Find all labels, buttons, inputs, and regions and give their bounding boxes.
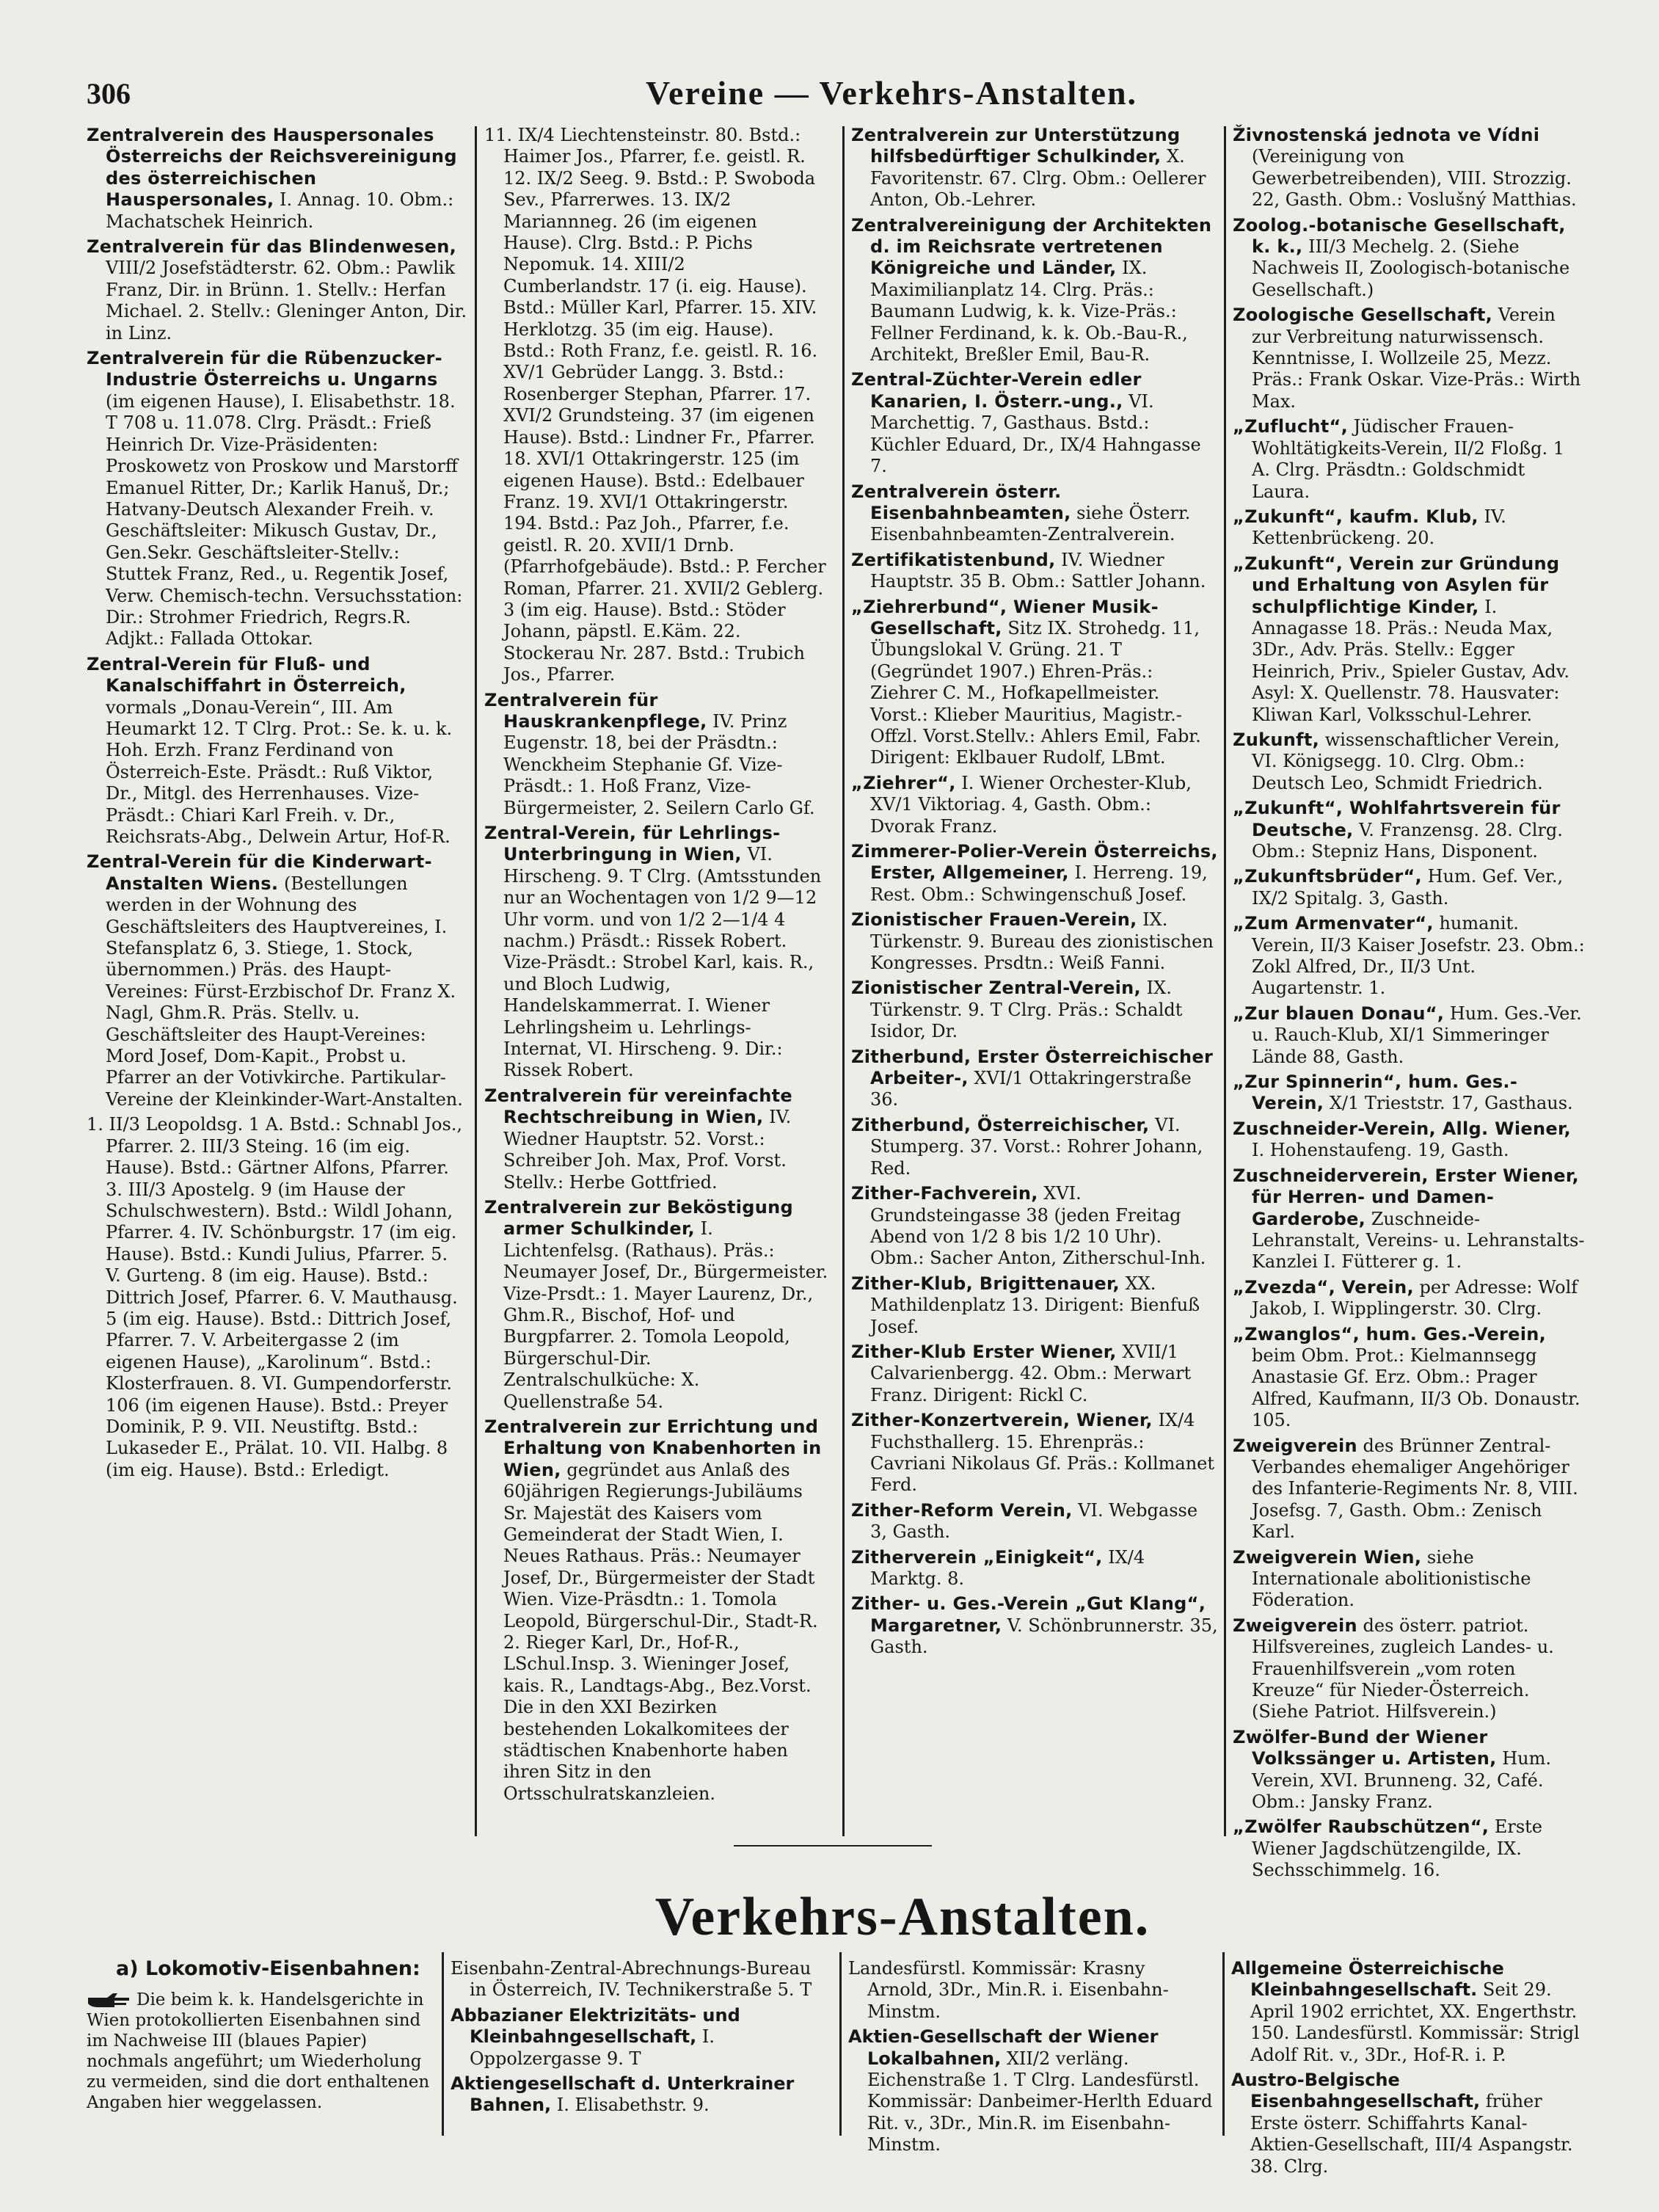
entry-name: Zentralverein für die Rübenzucker-Industrie Österreichs u. Ungarns <box>87 348 442 390</box>
entry-text: (Bestellungen werden in der Wohnung des Geschäftsleiters des Hauptvereines, I. Stefansplatz 6, 3. Stiege, 1. Stock, übernommen.) Präs. des Haupt-Vereines: Fürst-Erzbischof Dr. Franz X. Nagl, Ghm.R. Präs. Stellv. u. Geschäftsleiter des Haupt-Vereines: Mord Josef, Dom-Kapit., Probst u. Pfarrer an der Votivkirche. Partikular-Vereine der Kleinkinder-Wart-Anstalten. <box>106 873 463 1110</box>
entry-text: VIII/2 Josefstädterstr. 62. Obm.: Pawlik Franz, Dir. in Brünn. 1. Stellv.: Herfan Michael. 2. Stellv.: Gleninger Anton, Dir. in Linz. <box>106 258 467 343</box>
entry-name: Zweigverein <box>1233 1615 1357 1636</box>
entry-name: Zitherbund, Österreichischer, <box>851 1114 1150 1135</box>
entry-text: per Adresse: Wolf Jakob, I. Wipplingerstr. 30. Clrg. <box>1252 1276 1578 1320</box>
entry-name: Zuschneiderverein, Erster Wiener, für Herren- und Damen-Garderobe, <box>1233 1165 1579 1229</box>
entry <box>87 851 468 1110</box>
entry <box>484 125 829 686</box>
entry-name: Zentralverein für vereinfachte Rechtschreibung in Wien, <box>484 1085 792 1128</box>
entry-text: Zuschneide-Lehranstalt, Vereins- u. Lehranstalts-Kanzlei I. Fütterer g. 1. <box>1252 1208 1585 1273</box>
entry-text: früher Erste österr. Schiffahrts Kanal-Aktien-Gesellschaft, III/4 Aspangstr. 38. Clrg. <box>1250 2091 1573 2177</box>
column-divider <box>475 126 477 1836</box>
entry-name: „Ziehrer“, <box>851 772 956 793</box>
entry-text: IV. Wiedner Hauptstr. 35 B. Obm.: Sattler Johann. <box>870 549 1206 592</box>
entry <box>1231 1958 1583 2066</box>
column-divider <box>842 126 845 1836</box>
section-note-text: Die beim k. k. Handelsgerichte in Wien protokollierten Eisenbahnen sind im Nachweise III (blaues Papier) nochmals angeführt; um Wiederholung zu vermeiden, sind die dort enthaltenen Angaben hier weggelassen. <box>87 1990 430 2113</box>
entry-text: Hum. Gef. Ver., IX/2 Spitalg. 3, Gasth. <box>1252 866 1564 909</box>
entry <box>451 2005 832 2070</box>
section-rule <box>734 1845 932 1847</box>
entry-name: Zither- u. Ges.-Verein „Gut Klang“, Margaretner, <box>851 1593 1206 1636</box>
entry-name: Zoologische Gesellschaft, <box>1233 305 1493 326</box>
entry-text: (im eigenen Hause), I. Elisabethstr. 18. T 708 u. 11.078. Clrg. Präsdt.: Frieß Heinrich Dr. Vize-Präsidenten: Proskowetz von Proskow und Marstorff Emanuel Ritter, Dr.; Karlik Hanuš, Dr.; Hatvany-Deutsch Alexander Freih. v. Geschäftsleiter: Mikusch Gustav, Dr., Gen.Sekr. Geschäftsleiter-Stellv.: Stuttek Franz, Red., u. Regentik Josef, Verw. Chemisch-techn. Versuchsstation: Dir.: Strohmer Friedrich, Regrs.R. Adjkt.: Fallada Ottokar. <box>106 390 463 650</box>
column-4 <box>1233 125 1585 1881</box>
entry-name: Zither-Fachverein, <box>851 1183 1038 1204</box>
entry-name: Zimmerer-Polier-Verein Österreichs, Erster, Allgemeiner, <box>851 841 1218 884</box>
entry <box>1233 125 1585 211</box>
lower-column-3 <box>1231 1958 1583 2177</box>
entry <box>851 597 1218 769</box>
entry <box>1233 1277 1585 1320</box>
entry <box>1233 730 1585 794</box>
entry-text: VI. Marchettig. 7, Gasthaus. Bstd.: Küchler Eduard, Dr., IX/4 Hahngasse 7. <box>870 390 1201 477</box>
entry <box>484 690 829 819</box>
entry-name: Zentralverein für das Blindenwesen, <box>87 236 457 258</box>
entry-name: „Zur Spinnerin“, hum. Ges.-Verein, <box>1233 1072 1518 1114</box>
entry-name: Zentralvereinigung der Architekten d. im Reichsrate vertretenen Königreiche und Länder, <box>851 214 1212 279</box>
entry-text: X. Favoritenstr. 67. Clrg. Obm.: Oellerer Anton, Ob.-Lehrer. <box>870 146 1206 211</box>
entry <box>1233 1165 1585 1273</box>
entry <box>1233 1324 1585 1432</box>
column-divider <box>442 1952 444 2136</box>
entry <box>851 841 1218 906</box>
entry <box>87 1114 468 1481</box>
entry <box>451 2073 832 2117</box>
entry <box>1233 866 1585 909</box>
entry-name: Zentralverein für Hauskrankenpflege, <box>484 689 707 732</box>
entry <box>1233 416 1585 503</box>
entry-name: Zoolog.-botanische Gesellschaft, k. k., <box>1233 214 1566 258</box>
entry <box>484 1197 829 1413</box>
entry-name: Zitherbund, Erster Österreichischer Arbeiter-, <box>851 1046 1214 1089</box>
entry-name: Zukunft, <box>1233 729 1320 750</box>
entry-text: Hum. Verein, XVI. Brunneng. 32, Café. Obm.: Jansky Franz. <box>1252 1748 1551 1813</box>
entry-text: X/1 Trieststr. 17, Gasthaus. <box>1329 1093 1573 1114</box>
entry-text: gegründet aus Anlaß des 60jährigen Regierungs-Jubiläums Sr. Majestät des Kaisers vom Gemeinderat der Stadt Wien, I. Neues Rathaus. Präs.: Neumayer Josef, Dr., Bürgermeister der Stadt Wien. Vize-Präsdtn.: 1. Tomola Leopold, Bürgerschul-Dir., Stadt-R. 2. Rieger Karl, Dr., Hof-R., LSchul.Insp. 3. Wieninger Josef, kais. R., Landtags-Abg., Bez.Vorst. Die in den XXI Bezirken bestehenden Lokalkomitees der städtischen Knabenhorte haben ihren Sitz in den Ortsschulratskanzleien. <box>503 1459 818 1804</box>
entry <box>851 1410 1218 1496</box>
entry-name: Aktiengesellschaft d. Unterkrainer Bahnen, <box>451 2073 795 2116</box>
entry-name: Živnostenská jednota ve Vídni <box>1233 125 1540 145</box>
entry-name: Zionistischer Frauen-Verein, <box>851 909 1137 931</box>
entry <box>1233 1118 1585 1162</box>
entry-text: IV. Kettenbrückeng. 20. <box>1252 506 1506 549</box>
entry-name: Zentralverein zur Errichtung und Erhaltung von Knabenhorten in Wien, <box>484 1416 822 1480</box>
entry <box>851 909 1218 974</box>
entry-name: Zentral-Verein für Fluß- und Kanalschiffahrt in Österreich, <box>87 653 406 696</box>
entry-text: (Vereinigung von Gewerbetreibenden), VIII. Strozzig. 22, Gasth. Obm.: Voslušný Matthias. <box>1252 146 1577 211</box>
entry <box>851 1047 1218 1111</box>
entry-text: XVII/1 Calvarienbergg. 42. Obm.: Merwart Franz. Dirigent: Rickl C. <box>870 1341 1192 1405</box>
entry-name: Zither-Konzertverein, Wiener, <box>851 1410 1153 1431</box>
entry-text: siehe Österr. Eisenbahnbeamten-Zentralverein. <box>870 502 1191 545</box>
entry-text: V. Franzensg. 28. Clrg. Obm.: Stepniz Hans, Disponent. <box>1252 819 1563 862</box>
entry-text: VI. Webgasse 3, Gasth. <box>870 1499 1198 1543</box>
entry-text: VI. Stumperg. 37. Vorst.: Rohrer Johann, Red. <box>870 1114 1203 1179</box>
entry-name: Zitherverein „Einigkeit“, <box>851 1546 1103 1568</box>
entry-text: IV. Wiedner Hauptstr. 52. Vorst.: Schreiber Joh. Max, Prof. Vorst. Stellv.: Herbe Gottfried. <box>503 1107 792 1193</box>
entry-name: Zither-Klub, Brigittenauer, <box>851 1273 1120 1294</box>
entry <box>1233 305 1585 412</box>
entry <box>1233 1727 1585 1813</box>
entry-name: Zentral-Züchter-Verein edler Kanarien, I. Österr.-ung., <box>851 369 1142 412</box>
entry-text: I. Hohenstaufeng. 19, Gasth. <box>1252 1140 1509 1161</box>
entry-name: Zweigverein <box>1233 1435 1357 1456</box>
entry-name: „Zuflucht“, <box>1233 416 1348 437</box>
entry-text: I. Wiener Orchester-Klub, XV/1 Viktoriag. 4, Gasth. Obm.: Dvorak Franz. <box>870 772 1192 837</box>
entry-text: Verein zur Verbreitung naturwissensch. Kenntnisse, I. Wollzeile 25, Mezz. Präs.: Frank Oskar. Vize-Präs.: Wirth Max. <box>1252 305 1581 412</box>
entry-name: „Zwölfer Raubschützen“, <box>1233 1816 1490 1838</box>
entry-text: humanit. Verein, II/3 Kaiser Josefstr. 23. Obm.: Zokl Alfred, Dr., II/3 Unt. Augartenstr. 1. <box>1252 913 1585 999</box>
entry-text: IX. Türkenstr. 9. Bureau des zionistischen Kongresses. Prsdtn.: Weiß Fanni. <box>870 909 1214 974</box>
entry-text: IX. Türkenstr. 9. T Clrg. Präs.: Schaldt Isidor, Dr. <box>870 978 1183 1042</box>
entry-text: beim Obm. Prot.: Kielmannsegg Anastasie Gf. Erz. Obm.: Prager Alfred, Kaufmann, II/3 Ob. Donaustr. 105. <box>1252 1345 1580 1431</box>
entry-name: „Zukunft“, kaufm. Klub, <box>1233 506 1478 527</box>
entry-name: Zuschneider-Verein, Allg. Wiener, <box>1233 1118 1571 1139</box>
entry <box>1233 1003 1585 1068</box>
entry-text: XVI/1 Ottakringerstraße 36. <box>870 1068 1192 1110</box>
lower-column-1 <box>451 1958 832 2142</box>
entry-text: V. Schönbrunnerstr. 35, Gasth. <box>870 1615 1218 1658</box>
entry-text: Jüdischer Frauen-Wohltätigkeits-Verein, II/2 Floßg. 1 A. Clrg. Präsdtn.: Goldschmidt Laura. <box>1252 416 1565 502</box>
entry-name: „Zukunft“, Wohlfahrtsverein für Deutsche, <box>1233 798 1561 840</box>
entry-text: I. Annagasse 18. Präs.: Neuda Max, 3Dr., Adv. Präs. Stellv.: Egger Heinrich, Priv., Spieler Gustav, Adv. Asyl: X. Quellenstr. 78. Hausvater: Kliwan Karl, Volksschul-Lehrer. <box>1252 596 1570 725</box>
column-divider <box>1224 126 1226 1836</box>
entry <box>1233 1615 1585 1723</box>
entry-name: „Zvezda“, Verein, <box>1233 1276 1414 1298</box>
pointing-hand-icon <box>87 1991 132 2010</box>
entry-text: I. Elisabethstr. 9. <box>556 2095 710 2116</box>
entry <box>1233 553 1585 726</box>
entry-name: Zentral-Verein für die Kinderwart-Anstalten Wiens. <box>87 851 432 894</box>
entry <box>848 2026 1215 2155</box>
entry <box>851 125 1218 211</box>
entry-text: vormals „Donau-Verein“, III. Am Heumarkt 12. T Clrg. Prot.: Se. k. u. k. Hoh. Erzh. Franz Ferdinand von Österreich-Este. Präsdt.: Ruß Viktor, Dr., Mitgl. des Herrenhauses. Vize-Präsdt.: Chiari Karl Freih. v. Dr., Reichsrats-Abg., Delwein Artur, Hof-R. <box>106 696 453 847</box>
entry <box>451 1958 832 2001</box>
entry-text: Landesfürstl. Kommissär: Krasny Arnold, 3Dr., Min.R. i. Eisenbahn-Minstm. <box>848 1958 1169 2022</box>
column-2 <box>484 125 829 1835</box>
entry-name: Zither-Reform Verein, <box>851 1499 1073 1521</box>
entry <box>1233 1072 1585 1115</box>
entry-name: Zentralverein des Hauspersonales Österreichs der Reichsvereinigung des österreichischen Hauspersonales, <box>87 125 457 211</box>
entry-text: XVI. Grundsteingasse 38 (jeden Freitag Abend von 1/2 8 bis 1/2 10 Uhr). Obm.: Sacher Anton, Zitherschul-Inh. <box>870 1183 1206 1269</box>
entry <box>851 369 1218 477</box>
entry-text: 1. II/3 Leopoldsg. 1 A. Bstd.: Schnabl Jos., Pfarrer. 2. III/3 Steing. 16 (im eig. Hause). Bstd.: Gärtner Alfons, Pfarrer. 3. III/3 Apostelg. 9 (im Hause der Schulschwestern). Bstd.: Wildl Johann, Pfarrer. 4. IV. Schönburgstr. 17 (im eig. Hause). Bstd.: Kundi Julius, Pfarrer. 5. V. Gurteng. 8 (im eig. Hause). Bstd.: Dittrich Josef, Pfarrer. 6. V. Mauthausg. 5 (im eig. Hause). Bstd.: Dittrich Josef, Pfarrer. 7. V. Arbeitergasse 2 (im eigenen Hause), „Karolinum“. Bstd.: Klosterfrauen. 8. VI. Gumpendorferstr. 106 (im eigenen Hause). Bstd.: Preyer Dominik, P. 9. VII. Neustiftg. Bstd.: Lukaseder E., Prälat. 10. VII. Halbg. 8 (im eig. Hause). Bstd.: Erledigt. <box>87 1114 463 1480</box>
entry-name: „Ziehrerbund“, Wiener Musik-Gesellschaft, <box>851 596 1159 639</box>
column-1 <box>87 125 468 1835</box>
entry-text: Erste Wiener Jagdschützengilde, IX. Sechsschimmelg. 16. <box>1252 1816 1542 1881</box>
column-divider <box>839 1952 842 2136</box>
entry <box>851 978 1218 1042</box>
entry <box>1233 913 1585 1000</box>
entry <box>851 1547 1218 1590</box>
entry <box>87 654 468 848</box>
entry-text: 11. IX/4 Liechtensteinstr. 80. Bstd.: Haimer Jos., Pfarrer, f.e. geistl. R. 12. IX/2 Seeg. 9. Bstd.: P. Swoboda Sev., Pfarrerwes. 13. IX/2 Mariannneg. 26 (im eigenen Hause). Clrg. Bstd.: P. Pichs Nepomuk. 14. XIII/2 Cumberlandstr. 17 (i. eig. Hause). Bstd.: Müller Karl, Pfarrer. 15. XIV. Herklotzg. 35 (im eig. Hause). Bstd.: Roth Franz, f.e. geistl. R. 16. XV/1 Gebrüder Langg. 3. Bstd.: Rosenberger Stephan, Pfarrer. 17. XVI/2 Grundsteing. 37 (im eigenen Hause). Bstd.: Lindner Fr., Pfarrer. 18. XVI/1 Ottakringerstr. 125 (im eigenen Hause). Bstd.: Edelbauer Franz. 19. XVI/1 Ottakringerstr. 194. Bstd.: Paz Joh., Pfarrer, f.e. geistl. R. 20. XVII/1 Drnb. (Pfarrhofgebäude). Bstd.: P. Fercher Roman, Pfarrer. 21. XVII/2 Geblerg. 3 (im eig. Hause). Bstd.: Stöder Johann, päpstl. E.Käm. 22. Stockerau Nr. 287. Bstd.: Trubich Jos., Pfarrer. <box>484 125 826 685</box>
entry-name: „Zum Armenvater“, <box>1233 913 1434 934</box>
entry-text: III/3 Mechelg. 2. (Siehe Nachweis II, Zoologisch-botanische Gesellschaft.) <box>1252 236 1570 300</box>
entry <box>484 823 829 1082</box>
entry <box>87 125 468 233</box>
entry <box>851 1342 1218 1406</box>
entry-name: Zentralverein zur Beköstigung armer Schulkinder, <box>484 1196 794 1240</box>
entry <box>1233 1816 1585 1881</box>
section-note <box>87 1990 439 2113</box>
entry-name: Abbazianer Elektrizitäts- und Kleinbahngesellschaft, <box>451 2004 740 2048</box>
entry <box>851 773 1218 837</box>
entry-text: IX. Maximilianplatz 14. Clrg. Präs.: Baumann Ludwig, k. k. Vize-Präs.: Fellner Ferdinand, k. k. Ob.-Bau-R., Architekt, Breßler Emil, Bau-R. <box>870 258 1188 365</box>
entry-text: des österr. patriot. Hilfsvereines, zugleich Landes- u. Frauenhilfsverein „vom roten Kreuze“ für Nieder-Österreich. (Siehe Patriot. Hilfsverein.) <box>1252 1615 1554 1722</box>
entry-text: I. Oppolzergasse 9. T <box>470 2026 715 2069</box>
entry <box>851 481 1218 546</box>
entry-text: IV. Prinz Eugenstr. 18, bei der Präsdtn.: Wenckheim Stephanie Gf. Vize-Präsdt.: 1. Hoß Franz, Vize-Bürgermeister, 2. Seilern Carlo Gf. <box>503 710 815 818</box>
page-number: 306 <box>87 77 131 110</box>
entry-name: Zentralverein zur Unterstützung hilfsbedürftiger Schulkinder, <box>851 125 1181 167</box>
section-title: Verkehrs-Anstalten. <box>655 1887 1151 1947</box>
entry-name: Zither-Klub Erster Wiener, <box>851 1341 1117 1362</box>
entry-text: XX. Mathildenplatz 13. Dirigent: Bienfuß Josef. <box>870 1273 1200 1337</box>
entry <box>1233 798 1585 862</box>
entry-name: Zionistischer Zentral-Verein, <box>851 978 1141 999</box>
entry-text: VI. Hirscheng. 9. T Clrg. (Amtsstunden nur an Wochentagen von 1/2 9—12 Uhr vorm. und von 1/2 2—1/4 4 nachm.) Präsdt.: Rissek Robert. Vize-Präsdt.: Strobel Karl, kais. R., und Bloch Ludwig, Handelskammerrat. I. Wiener Lehrlingsheim u. Lehrlings-Internat, VI. Hirscheng. 9. Dir.: Rissek Robert. <box>503 844 822 1081</box>
entry <box>1233 1436 1585 1543</box>
running-title: Vereine — Verkehrs-Anstalten. <box>646 74 1138 112</box>
entry-text: Sitz IX. Strohedg. 11, Übungslokal V. Grüng. 21. T (Gegründet 1907.) Ehren-Präs.: Ziehrer C. M., Hofkapellmeister. Vorst.: Klieber Mauritius, Magistr.-Offzl. Vorst.Stellv.: Ahlers Emil, Fabr. Dirigent: Eklbauer Rudolf, LBmt. <box>870 617 1201 768</box>
entry-name: „Zwanglos“, hum. Ges.-Verein, <box>1233 1323 1547 1345</box>
entry-name: Aktien-Gesellschaft der Wiener Lokalbahnen, <box>848 2026 1159 2069</box>
entry-name: Zentral-Verein, für Lehrlings-Unterbringung in Wien, <box>484 823 781 865</box>
section-subheading: a) Lokomotiv-Eisenbahnen: <box>116 1957 420 1980</box>
entry-name: „Zur blauen Donau“, <box>1233 1003 1445 1024</box>
entry-name: „Zukunftsbrüder“, <box>1233 866 1422 887</box>
entry <box>87 236 468 344</box>
entry-text: I. Annag. 10. Obm.: Machatschek Heinrich. <box>106 189 454 232</box>
entry <box>484 1416 829 1805</box>
entry <box>1233 215 1585 302</box>
entry <box>1233 1547 1585 1612</box>
entry-name: Zertifikatistenbund, <box>851 549 1056 570</box>
entry-text: siehe Internationale abolitionistische Föderation. <box>1252 1546 1531 1611</box>
entry <box>848 1958 1215 2023</box>
section-intro <box>87 1958 439 2142</box>
entry-name: Zwölfer-Bund der Wiener Volkssänger u. Artisten, <box>1233 1726 1497 1769</box>
entry-text: Hum. Ges.-Ver. u. Rauch-Klub, XI/1 Simmeringer Lände 88, Gasth. <box>1252 1003 1582 1067</box>
entry-text: IX/4 Fuchsthallerg. 15. Ehrenpräs.: Cavriani Nikolaus Gf. Präs.: Kollmanet Ferd. <box>870 1410 1215 1496</box>
entry-text: wissenschaftlicher Verein, VI. Königsegg. 10. Clrg. Obm.: Deutsch Leo, Schmidt Friedrich. <box>1252 729 1560 793</box>
column-3 <box>851 125 1218 1835</box>
entry-name: Zweigverein Wien, <box>1233 1546 1422 1568</box>
entry <box>851 1500 1218 1543</box>
entry-text: XII/2 verläng. Eichenstraße 1. T Clrg. Landesfürstl. Kommissär: Danbeimer-Herlth Eduard Rit. v., 3Dr., Min.R. im Eisenbahn-Minstm. <box>867 2048 1213 2155</box>
entry-text: Eisenbahn-Zentral-Abrechnungs-Bureau in Österreich, IV. Technikerstraße 5. T <box>451 1958 812 2001</box>
entry-name: Allgemeine Österreichische Kleinbahngesellschaft. <box>1231 1958 1504 2001</box>
entry <box>851 215 1218 366</box>
entry-name: Austro-Belgische Eisenbahngesellschaft, <box>1231 2070 1481 2112</box>
entry-text: IX/4 Marktg. 8. <box>870 1546 1145 1589</box>
entry-text: I. Herreng. 19, Rest. Obm.: Schwingenschuß Josef. <box>870 862 1208 905</box>
entry <box>87 348 468 650</box>
entry-name: „Zukunft“, Verein zur Gründung und Erhaltung von Asylen für schulpflichtige Kinder, <box>1233 553 1560 617</box>
entry-text: Seit 29. April 1902 errichtet, XX. Engerthstr. 150. Landesfürstl. Kommissär: Strigl Adolf Rit. v., 3Dr., Hof-R. i. P. <box>1250 1979 1580 2065</box>
lower-column-2 <box>848 1958 1215 2155</box>
entry <box>1233 506 1585 550</box>
entry-name: Zentralverein österr. Eisenbahnbeamten, <box>851 481 1071 523</box>
entry <box>484 1085 829 1193</box>
entry-text: I. Lichtenfelsg. (Rathaus). Präs.: Neumayer Josef, Dr., Bürgermeister. Vize-Prsdt.: 1. Mayer Laurenz, Dr., Ghm.R., Bischof, Hof- und Burgpfarrer. 2. Tomola Leopold, Bürgerschul-Dir. Zentralschulküche: X. Quellenstraße 54. <box>503 1218 828 1412</box>
entry-text: des Brünner Zentral-Verbandes ehemaliger Angehöriger des Infanterie-Regiments Nr. 8, VIII. Josefsg. 7, Gasth. Obm.: Zenisch Karl. <box>1252 1435 1578 1543</box>
entry <box>851 1593 1218 1658</box>
entry <box>851 550 1218 593</box>
entry <box>851 1183 1218 1270</box>
entry <box>851 1115 1218 1179</box>
column-divider <box>1222 1952 1225 2136</box>
entry <box>851 1273 1218 1338</box>
entry <box>1231 2070 1583 2178</box>
